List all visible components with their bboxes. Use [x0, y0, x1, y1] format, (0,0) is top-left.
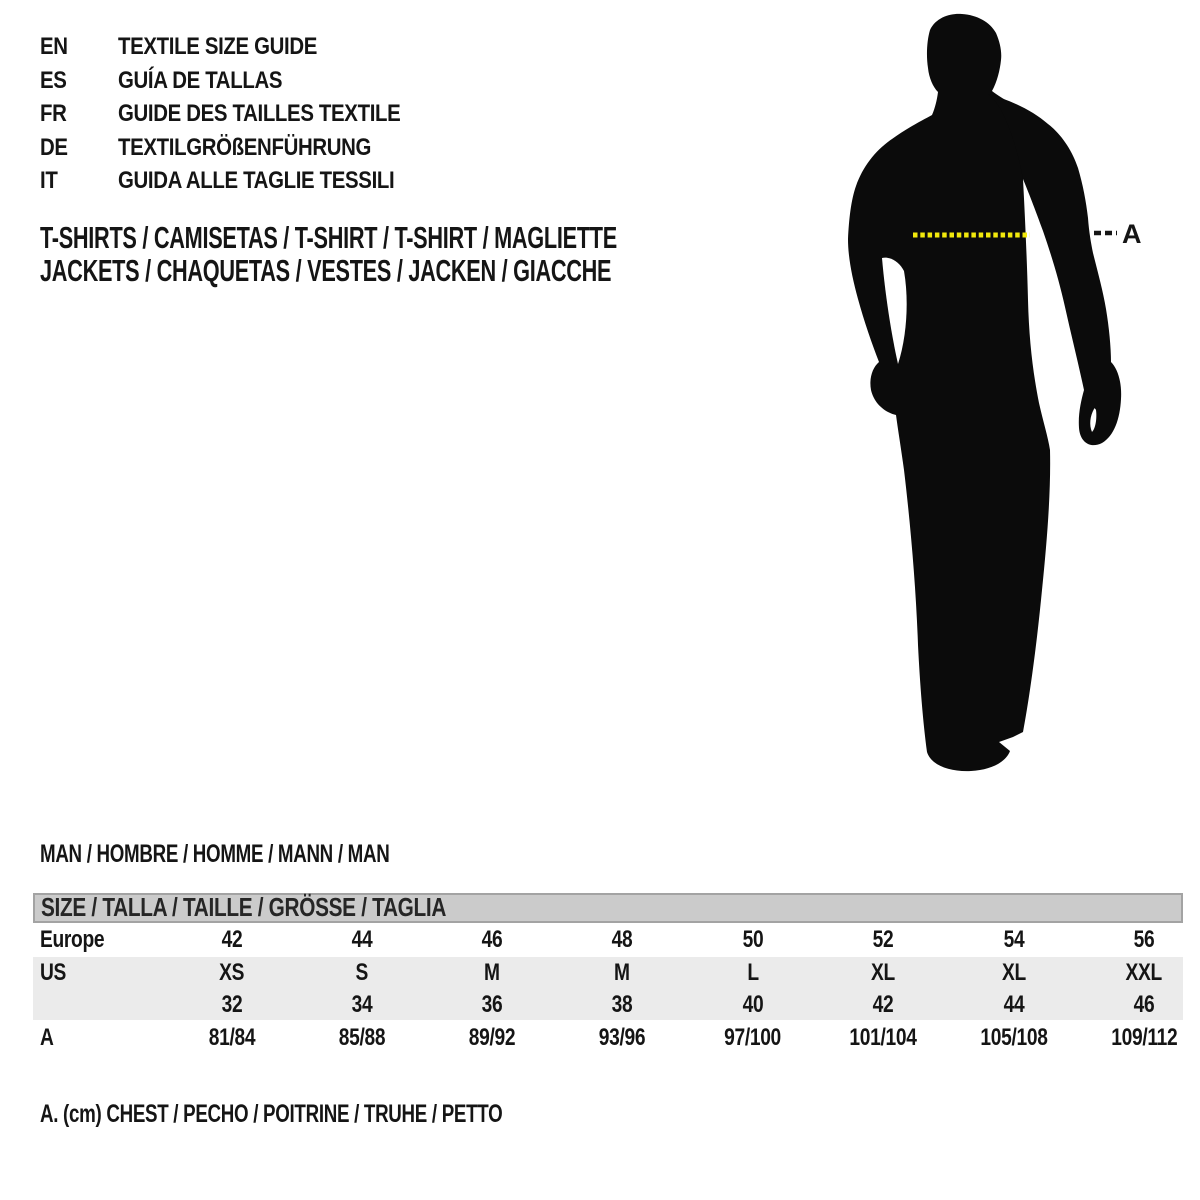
size-cell: 44	[351, 926, 373, 953]
size-cell: 44	[1003, 991, 1025, 1018]
size-cell: 54	[1003, 926, 1025, 953]
language-row-en	[40, 30, 560, 64]
size-cell: XL	[871, 959, 895, 986]
row-label: A	[40, 1024, 54, 1051]
gender-heading: MAN / HOMBRE / HOMME / MANN / MAN	[40, 840, 390, 868]
size-cell: 93/96	[598, 1024, 646, 1051]
size-cell: 48	[611, 926, 633, 953]
category-headings	[40, 221, 864, 287]
category-jackets: JACKETS / CHAQUETAS / VESTES / JACKEN / GIACCHE	[40, 253, 612, 288]
language-code: FR	[40, 100, 67, 127]
size-cell: M	[614, 959, 630, 986]
size-cell: M	[484, 959, 500, 986]
table-row-europe	[0, 923, 1200, 957]
size-cell: 97/100	[724, 1024, 782, 1051]
language-title: GUÍA DE TALLAS	[118, 66, 283, 94]
language-row-es	[40, 64, 560, 98]
size-cell: 34	[351, 991, 373, 1018]
size-cell: 50	[742, 926, 764, 953]
table-row-chest	[0, 1020, 1200, 1056]
size-cell: 105/108	[980, 1024, 1048, 1051]
language-row-it	[40, 164, 560, 198]
row-label: US	[40, 959, 67, 986]
size-cell: 109/112	[1110, 1024, 1178, 1051]
language-title: GUIDE DES TAILLES TEXTILE	[118, 100, 401, 127]
size-cell: 40	[742, 991, 764, 1018]
language-code: ES	[40, 66, 67, 94]
size-cell: 52	[872, 926, 894, 953]
category-tshirts: T-SHIRTS / CAMISETAS / T-SHIRT / T-SHIRT / MAGLIETTE	[40, 220, 617, 255]
size-cell: XXL	[1125, 959, 1163, 986]
man-silhouette-figure	[820, 0, 1200, 800]
size-cell: 38	[611, 991, 633, 1018]
language-title: TEXTILE SIZE GUIDE	[118, 33, 318, 60]
size-cell: 81/84	[208, 1024, 256, 1051]
size-cell: 42	[872, 991, 894, 1018]
size-cell: 85/88	[338, 1024, 386, 1051]
language-title: GUIDA ALLE TAGLIE TESSILI	[118, 167, 395, 194]
language-list	[40, 30, 560, 198]
language-code: DE	[40, 133, 68, 161]
measure-label-a: A	[1122, 219, 1142, 249]
size-cell: 101/104	[849, 1024, 917, 1051]
size-cell: 89/92	[468, 1024, 516, 1051]
size-cell: XS	[219, 959, 245, 986]
row-label: Europe	[40, 926, 105, 953]
language-row-fr	[40, 97, 560, 131]
size-cell: 32	[221, 991, 243, 1018]
size-cell: S	[355, 959, 369, 986]
language-code: IT	[40, 167, 58, 194]
size-cell: 56	[1133, 926, 1155, 953]
size-cell: 36	[481, 991, 503, 1018]
size-cell: 46	[1133, 991, 1155, 1018]
language-code: EN	[40, 33, 68, 60]
measurement-footnote: A. (cm) CHEST / PECHO / POITRINE / TRUHE / PETTO	[40, 1100, 503, 1128]
size-table-header: SIZE / TALLA / TAILLE / GRÖSSE / TAGLIA	[33, 893, 1183, 923]
size-cell: XL	[1002, 959, 1026, 986]
table-row-numeric	[0, 989, 1200, 1020]
language-title: TEXTILGRÖßENFÜHRUNG	[118, 133, 372, 161]
size-cell: 46	[481, 926, 503, 953]
language-row-de	[40, 131, 560, 165]
table-row-us	[0, 957, 1200, 989]
size-cell: 42	[221, 926, 243, 953]
size-cell: L	[747, 959, 759, 986]
